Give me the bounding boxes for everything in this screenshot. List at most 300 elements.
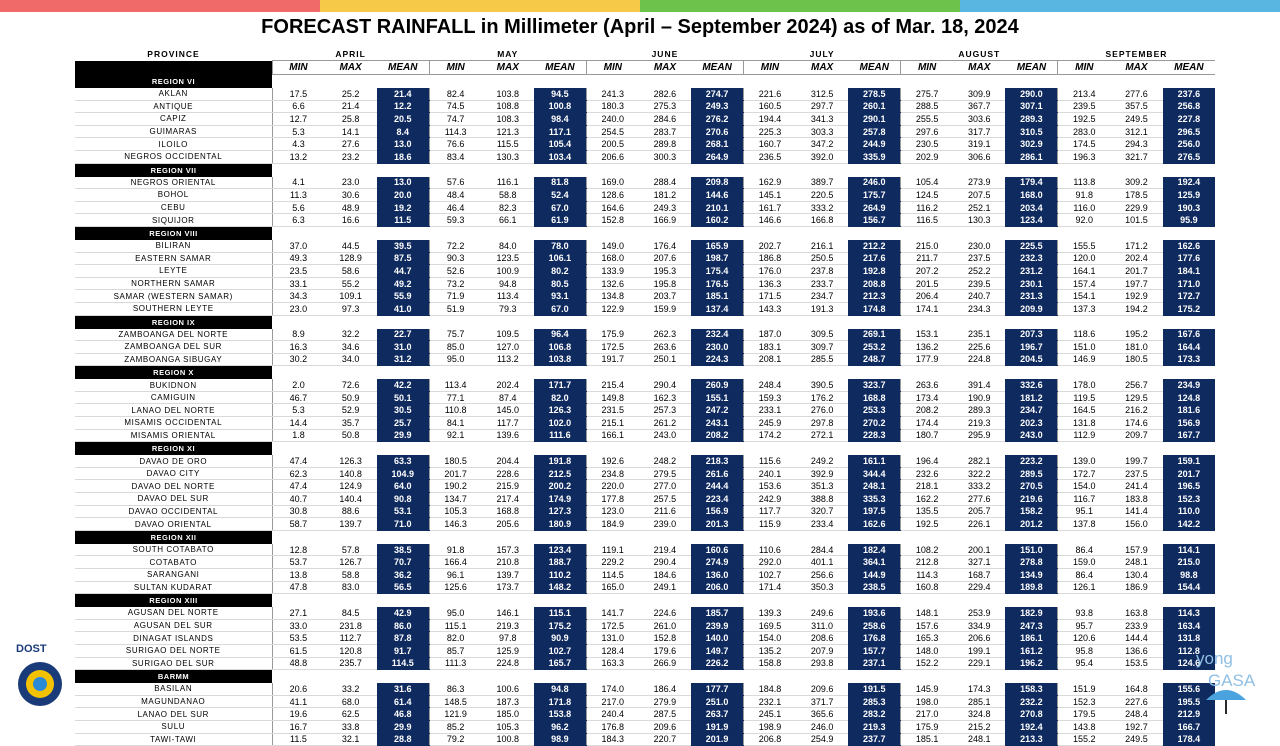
mean-cell: 246.0 — [848, 177, 900, 189]
max-cell: 202.4 — [482, 379, 534, 391]
max-cell: 254.9 — [796, 733, 848, 746]
mean-cell: 142.2 — [1163, 518, 1215, 531]
min-cell: 47.4 — [272, 480, 324, 493]
min-cell: 57.6 — [429, 177, 481, 189]
min-cell: 111.3 — [429, 657, 481, 670]
max-cell: 100.9 — [482, 265, 534, 278]
max-cell: 176.4 — [639, 240, 691, 252]
mean-cell: 278.5 — [848, 88, 900, 100]
max-cell: 84.0 — [482, 240, 534, 252]
min-cell: 82.4 — [429, 88, 481, 100]
mean-cell: 192.4 — [1005, 720, 1057, 733]
max-cell: 72.6 — [324, 379, 376, 391]
mean-cell: 332.6 — [1005, 379, 1057, 391]
min-cell: 275.7 — [901, 88, 953, 100]
max-cell: 392.0 — [796, 150, 848, 163]
min-cell: 146.3 — [429, 518, 481, 531]
month-header: MAY — [497, 48, 519, 59]
max-cell: 235.7 — [324, 657, 376, 670]
mean-cell: 268.1 — [691, 138, 743, 151]
max-cell: 68.0 — [324, 695, 376, 708]
min-cell: 208.2 — [901, 404, 953, 417]
min-cell: 169.0 — [586, 177, 638, 189]
min-cell: 232.6 — [901, 467, 953, 480]
pagasa-logo-text: yong — [1196, 649, 1233, 668]
mean-cell: 227.8 — [1163, 113, 1215, 126]
max-cell: 320.7 — [796, 505, 848, 518]
min-cell: 86.3 — [429, 683, 481, 695]
mean-cell: 230.1 — [1005, 277, 1057, 290]
mean-cell: 127.3 — [534, 505, 586, 518]
min-cell: 211.7 — [901, 252, 953, 265]
mean-cell: 185.1 — [691, 290, 743, 303]
min-cell: 120.6 — [1058, 632, 1110, 645]
min-cell: 137.8 — [1058, 518, 1110, 531]
mean-cell: 19.2 — [377, 201, 429, 214]
max-cell: 88.6 — [324, 505, 376, 518]
min-cell: 47.4 — [272, 455, 324, 467]
region-label: REGION IX — [75, 315, 272, 329]
min-cell: 149.0 — [586, 240, 638, 252]
min-cell: 148.1 — [901, 607, 953, 619]
max-cell: 83.0 — [324, 581, 376, 594]
max-cell: 34.6 — [324, 341, 376, 354]
min-cell: 146.6 — [744, 214, 796, 227]
max-cell: 27.6 — [324, 138, 376, 151]
mean-cell: 219.6 — [1005, 493, 1057, 506]
min-cell: 160.8 — [901, 581, 953, 594]
region-row-fill — [272, 594, 1215, 608]
max-cell: 388.8 — [796, 493, 848, 506]
min-cell: 185.1 — [901, 733, 953, 746]
province-name: ZAMBOANGA DEL NORTE — [75, 329, 272, 341]
mean-cell: 70.7 — [377, 556, 429, 569]
max-cell: 282.6 — [639, 88, 691, 100]
max-cell: 121.3 — [482, 125, 534, 138]
max-cell: 58.6 — [324, 265, 376, 278]
mean-cell: 191.8 — [534, 455, 586, 467]
min-cell: 37.0 — [272, 240, 324, 252]
max-cell: 243.0 — [639, 429, 691, 442]
mean-cell: 102.7 — [534, 644, 586, 657]
stat-header-max: MAX — [1110, 61, 1162, 75]
mean-cell: 168.8 — [848, 391, 900, 404]
mean-cell: 13.0 — [377, 177, 429, 189]
mean-cell: 114.3 — [1163, 607, 1215, 619]
min-cell: 40.7 — [272, 493, 324, 506]
max-cell: 290.4 — [639, 379, 691, 391]
min-cell: 164.5 — [1058, 404, 1110, 417]
mean-cell: 206.0 — [691, 581, 743, 594]
max-cell: 237.5 — [1110, 467, 1162, 480]
mean-cell: 285.3 — [848, 695, 900, 708]
mean-cell: 274.7 — [691, 88, 743, 100]
max-cell: 293.8 — [796, 657, 848, 670]
table-row — [75, 100, 1215, 113]
max-cell: 30.6 — [324, 189, 376, 202]
min-cell: 231.5 — [586, 404, 638, 417]
min-cell: 201.7 — [429, 467, 481, 480]
min-cell: 5.6 — [272, 201, 324, 214]
min-cell: 180.5 — [429, 455, 481, 467]
mean-cell: 98.8 — [1163, 569, 1215, 582]
mean-cell: 55.9 — [377, 290, 429, 303]
mean-cell: 208.8 — [848, 277, 900, 290]
max-cell: 52.9 — [324, 404, 376, 417]
mean-cell: 225.5 — [1005, 240, 1057, 252]
mean-cell: 228.3 — [848, 429, 900, 442]
min-cell: 172.5 — [586, 619, 638, 632]
mean-cell: 176.5 — [691, 277, 743, 290]
min-cell: 23.0 — [272, 302, 324, 315]
mean-cell: 364.1 — [848, 556, 900, 569]
mean-cell: 230.0 — [691, 341, 743, 354]
max-cell: 239.5 — [953, 277, 1005, 290]
max-cell: 210.8 — [482, 556, 534, 569]
max-cell: 141.4 — [1110, 505, 1162, 518]
mean-cell: 106.8 — [534, 341, 586, 354]
mean-cell: 270.6 — [691, 125, 743, 138]
stat-header-min: MIN — [272, 61, 324, 75]
min-cell: 62.3 — [272, 467, 324, 480]
mean-cell: 158.3 — [1005, 683, 1057, 695]
mean-cell: 234.9 — [1163, 379, 1215, 391]
min-cell: 113.8 — [1058, 177, 1110, 189]
table-row — [75, 353, 1215, 366]
max-cell: 272.1 — [796, 429, 848, 442]
min-cell: 102.7 — [744, 569, 796, 582]
max-cell: 113.4 — [482, 290, 534, 303]
max-cell: 207.9 — [796, 644, 848, 657]
min-cell: 17.5 — [272, 88, 324, 100]
stat-header-max: MAX — [324, 61, 376, 75]
min-cell: 114.3 — [901, 569, 953, 582]
min-cell: 12.7 — [272, 113, 324, 126]
mean-cell: 105.4 — [534, 138, 586, 151]
min-cell: 11.5 — [272, 733, 324, 746]
mean-cell: 41.0 — [377, 302, 429, 315]
stats-header-spacer — [75, 61, 272, 75]
mean-cell: 86.0 — [377, 619, 429, 632]
mean-cell: 81.8 — [534, 177, 586, 189]
mean-cell: 131.8 — [1163, 632, 1215, 645]
min-cell: 175.9 — [586, 329, 638, 341]
max-cell: 312.1 — [1110, 125, 1162, 138]
max-cell: 23.2 — [324, 150, 376, 163]
min-cell: 176.0 — [744, 265, 796, 278]
mean-cell: 253.3 — [848, 404, 900, 417]
mean-cell: 61.9 — [534, 214, 586, 227]
mean-cell: 244.4 — [691, 480, 743, 493]
mean-cell: 219.3 — [848, 720, 900, 733]
mean-cell: 90.9 — [534, 632, 586, 645]
mean-cell: 251.0 — [691, 695, 743, 708]
max-cell: 191.3 — [796, 302, 848, 315]
mean-cell: 56.5 — [377, 581, 429, 594]
min-cell: 79.2 — [429, 733, 481, 746]
max-cell: 231.8 — [324, 619, 376, 632]
min-cell: 220.0 — [586, 480, 638, 493]
max-cell: 249.6 — [796, 607, 848, 619]
max-cell: 266.9 — [639, 657, 691, 670]
mean-cell: 52.4 — [534, 189, 586, 202]
mean-cell: 156.9 — [691, 505, 743, 518]
mean-cell: 171.0 — [1163, 277, 1215, 290]
max-cell: 166.8 — [796, 214, 848, 227]
min-cell: 154.0 — [1058, 480, 1110, 493]
max-cell: 209.7 — [1110, 429, 1162, 442]
min-cell: 112.9 — [1058, 429, 1110, 442]
min-cell: 12.8 — [272, 544, 324, 556]
max-cell: 275.3 — [639, 100, 691, 113]
mean-cell: 163.4 — [1163, 619, 1215, 632]
max-cell: 112.7 — [324, 632, 376, 645]
min-cell: 105.4 — [901, 177, 953, 189]
max-cell: 220.7 — [639, 733, 691, 746]
max-cell: 50.8 — [324, 429, 376, 442]
min-cell: 184.8 — [744, 683, 796, 695]
max-cell: 159.9 — [639, 302, 691, 315]
mean-cell: 232.4 — [691, 329, 743, 341]
mean-cell: 90.8 — [377, 493, 429, 506]
min-cell: 90.3 — [429, 252, 481, 265]
mean-cell: 155.1 — [691, 391, 743, 404]
province-name: AGUSAN DEL NORTE — [75, 607, 272, 619]
max-cell: 183.8 — [1110, 493, 1162, 506]
mean-cell: 42.2 — [377, 379, 429, 391]
mean-cell: 193.6 — [848, 607, 900, 619]
min-cell: 175.9 — [901, 720, 953, 733]
min-cell: 145.1 — [744, 189, 796, 202]
max-cell: 321.7 — [1110, 150, 1162, 163]
pagasa-logo — [1196, 640, 1280, 718]
min-cell: 198.0 — [901, 695, 953, 708]
province-name: DAVAO DEL SUR — [75, 493, 272, 506]
mean-cell: 126.3 — [534, 404, 586, 417]
min-cell: 241.3 — [586, 88, 638, 100]
max-cell: 174.3 — [953, 683, 1005, 695]
min-cell: 53.5 — [272, 632, 324, 645]
mean-cell: 210.1 — [691, 201, 743, 214]
min-cell: 71.9 — [429, 290, 481, 303]
mean-cell: 344.4 — [848, 467, 900, 480]
max-cell: 116.1 — [482, 177, 534, 189]
mean-cell: 249.3 — [691, 100, 743, 113]
max-cell: 185.0 — [482, 708, 534, 721]
min-cell: 116.0 — [1058, 201, 1110, 214]
min-cell: 212.8 — [901, 556, 953, 569]
min-cell: 192.5 — [1058, 113, 1110, 126]
min-cell: 292.0 — [744, 556, 796, 569]
umbrella-icon — [1206, 690, 1246, 700]
min-cell: 122.9 — [586, 302, 638, 315]
min-cell: 186.8 — [744, 252, 796, 265]
max-cell: 108.3 — [482, 113, 534, 126]
max-cell: 235.1 — [953, 329, 1005, 341]
mean-cell: 137.4 — [691, 302, 743, 315]
region-row — [75, 226, 1215, 240]
min-cell: 254.5 — [586, 125, 638, 138]
mean-cell: 20.5 — [377, 113, 429, 126]
max-cell: 97.8 — [482, 632, 534, 645]
max-cell: 234.3 — [953, 302, 1005, 315]
max-cell: 246.0 — [796, 720, 848, 733]
mean-cell: 203.4 — [1005, 201, 1057, 214]
max-cell: 50.9 — [324, 391, 376, 404]
province-name: SULTAN KUDARAT — [75, 581, 272, 594]
min-cell: 59.3 — [429, 214, 481, 227]
max-cell: 139.6 — [482, 429, 534, 442]
region-row — [75, 366, 1215, 380]
region-label: REGION XI — [75, 442, 272, 456]
mean-cell: 264.9 — [848, 201, 900, 214]
min-cell: 108.2 — [901, 544, 953, 556]
mean-cell: 270.2 — [848, 417, 900, 430]
mean-cell: 31.0 — [377, 341, 429, 354]
max-cell: 128.9 — [324, 252, 376, 265]
min-cell: 126.1 — [1058, 581, 1110, 594]
max-cell: 350.3 — [796, 581, 848, 594]
max-cell: 227.6 — [1110, 695, 1162, 708]
mean-cell: 218.3 — [691, 455, 743, 467]
province-name: ANTIQUE — [75, 100, 272, 113]
max-cell: 309.9 — [953, 88, 1005, 100]
min-cell: 151.9 — [1058, 683, 1110, 695]
min-cell: 23.5 — [272, 265, 324, 278]
min-cell: 180.7 — [901, 429, 953, 442]
max-cell: 130.4 — [1110, 569, 1162, 582]
min-cell: 110.8 — [429, 404, 481, 417]
max-cell: 97.3 — [324, 302, 376, 315]
max-cell: 282.1 — [953, 455, 1005, 467]
mean-cell: 144.9 — [848, 569, 900, 582]
table-row — [75, 150, 1215, 163]
mean-cell: 166.7 — [1163, 720, 1215, 733]
pagasa-logo-text-2: GASA — [1208, 671, 1256, 690]
mean-cell: 21.4 — [377, 88, 429, 100]
min-cell: 172.5 — [586, 341, 638, 354]
table-row — [75, 379, 1215, 391]
max-cell: 209.6 — [639, 720, 691, 733]
min-cell: 11.3 — [272, 189, 324, 202]
mean-cell: 182.9 — [1005, 607, 1057, 619]
mean-cell: 223.4 — [691, 493, 743, 506]
mean-cell: 175.7 — [848, 189, 900, 202]
min-cell: 155.2 — [1058, 733, 1110, 746]
max-cell: 229.4 — [953, 581, 1005, 594]
mean-cell: 192.4 — [1163, 177, 1215, 189]
mean-cell: 237.1 — [848, 657, 900, 670]
min-cell: 53.7 — [272, 556, 324, 569]
mean-cell: 125.9 — [1163, 189, 1215, 202]
mean-cell: 175.4 — [691, 265, 743, 278]
max-cell: 156.0 — [1110, 518, 1162, 531]
region-row — [75, 670, 1215, 684]
min-cell: 33.1 — [272, 277, 324, 290]
max-cell: 261.0 — [639, 619, 691, 632]
mean-cell: 67.0 — [534, 201, 586, 214]
province-name: BILIRAN — [75, 240, 272, 252]
mean-cell: 154.4 — [1163, 581, 1215, 594]
province-name: SURIGAO DEL NORTE — [75, 644, 272, 657]
table-row — [75, 607, 1215, 619]
mean-cell: 188.7 — [534, 556, 586, 569]
min-cell: 149.8 — [586, 391, 638, 404]
mean-cell: 94.8 — [534, 683, 586, 695]
province-name: DINAGAT ISLANDS — [75, 632, 272, 645]
max-cell: 126.3 — [324, 455, 376, 467]
mean-cell: 232.3 — [1005, 252, 1057, 265]
table-row — [75, 290, 1215, 303]
min-cell: 187.0 — [744, 329, 796, 341]
max-cell: 249.5 — [1110, 733, 1162, 746]
max-cell: 391.4 — [953, 379, 1005, 391]
max-cell: 105.3 — [482, 720, 534, 733]
stat-header-max: MAX — [796, 61, 848, 75]
mean-cell: 102.0 — [534, 417, 586, 430]
mean-cell: 202.3 — [1005, 417, 1057, 430]
max-cell: 66.1 — [482, 214, 534, 227]
mean-cell: 153.8 — [534, 708, 586, 721]
max-cell: 306.6 — [953, 150, 1005, 163]
province-name: LANAO DEL NORTE — [75, 404, 272, 417]
min-cell: 14.4 — [272, 417, 324, 430]
mean-cell: 164.4 — [1163, 341, 1215, 354]
table-row — [75, 138, 1215, 151]
mean-cell: 44.7 — [377, 265, 429, 278]
min-cell: 215.0 — [901, 240, 953, 252]
max-cell: 124.9 — [324, 480, 376, 493]
min-cell: 74.5 — [429, 100, 481, 113]
min-cell: 184.3 — [586, 733, 638, 746]
max-cell: 126.7 — [324, 556, 376, 569]
min-cell: 174.4 — [901, 417, 953, 430]
min-cell: 115.9 — [744, 518, 796, 531]
min-cell: 83.4 — [429, 150, 481, 163]
min-cell: 194.4 — [744, 113, 796, 126]
province-name: BUKIDNON — [75, 379, 272, 391]
max-cell: 204.4 — [482, 455, 534, 467]
max-cell: 319.1 — [953, 138, 1005, 151]
max-cell: 120.8 — [324, 644, 376, 657]
mean-cell: 38.5 — [377, 544, 429, 556]
province-name: EASTERN SAMAR — [75, 252, 272, 265]
mean-cell: 165.9 — [691, 240, 743, 252]
min-cell: 95.8 — [1058, 644, 1110, 657]
min-cell: 145.9 — [901, 683, 953, 695]
mean-cell: 212.5 — [534, 467, 586, 480]
mean-cell: 115.1 — [534, 607, 586, 619]
dost-logo — [14, 642, 76, 712]
mean-cell: 212.2 — [848, 240, 900, 252]
province-name: DAVAO DE ORO — [75, 455, 272, 467]
table-row — [75, 341, 1215, 354]
min-cell: 201.5 — [901, 277, 953, 290]
mean-cell: 195.5 — [1163, 695, 1215, 708]
min-cell: 288.5 — [901, 100, 953, 113]
stat-header-mean: MEAN — [691, 61, 743, 75]
max-cell: 252.2 — [953, 265, 1005, 278]
mean-cell: 238.5 — [848, 581, 900, 594]
max-cell: 303.3 — [796, 125, 848, 138]
province-name: BOHOL — [75, 189, 272, 202]
max-cell: 166.9 — [639, 214, 691, 227]
max-cell: 317.7 — [953, 125, 1005, 138]
min-cell: 202.9 — [901, 150, 953, 163]
mean-cell: 177.6 — [1163, 252, 1215, 265]
max-cell: 256.6 — [796, 569, 848, 582]
mean-cell: 200.2 — [534, 480, 586, 493]
